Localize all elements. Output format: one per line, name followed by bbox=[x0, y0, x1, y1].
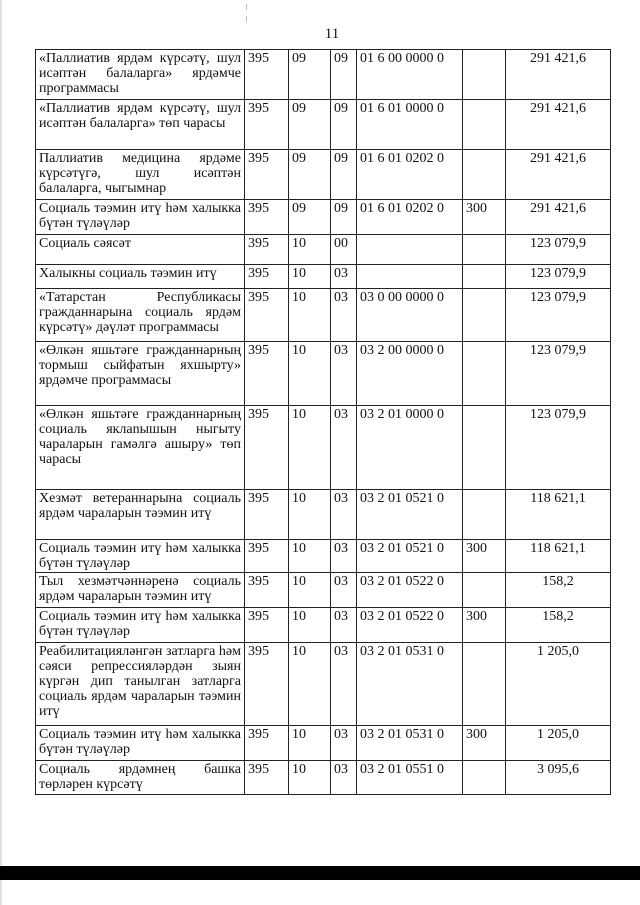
row-admin-code: 395 bbox=[245, 490, 289, 540]
row-expense-type bbox=[463, 150, 506, 200]
row-expense-type bbox=[463, 643, 506, 726]
row-subsection: 03 bbox=[331, 342, 357, 406]
scan-bottom-band bbox=[0, 866, 640, 880]
row-admin-code: 395 bbox=[245, 643, 289, 726]
row-name: Социаль тәэмин итү һәм халыкка бүтән түләүләр bbox=[36, 726, 245, 761]
row-name: «Паллиатив ярдәм күрсәтү, шул исәптән балаларга» төп чарасы bbox=[36, 100, 245, 150]
row-expense-type: 300 bbox=[463, 540, 506, 573]
row-subsection: 03 bbox=[331, 608, 357, 643]
row-amount: 291 421,6 bbox=[506, 50, 611, 100]
row-subsection: 09 bbox=[331, 200, 357, 235]
row-admin-code: 395 bbox=[245, 761, 289, 795]
table-row bbox=[36, 265, 611, 289]
row-target-article: 03 2 01 0522 0 bbox=[357, 608, 463, 643]
row-expense-type bbox=[463, 342, 506, 406]
row-section: 09 bbox=[289, 200, 331, 235]
row-target-article: 01 6 01 0202 0 bbox=[357, 200, 463, 235]
row-expense-type bbox=[463, 235, 506, 265]
row-subsection: 09 bbox=[331, 50, 357, 100]
row-section: 10 bbox=[289, 608, 331, 643]
row-amount: 123 079,9 bbox=[506, 289, 611, 342]
row-subsection: 09 bbox=[331, 150, 357, 200]
row-expense-type bbox=[463, 265, 506, 289]
row-target-article bbox=[357, 265, 463, 289]
row-subsection: 03 bbox=[331, 573, 357, 608]
row-admin-code: 395 bbox=[245, 608, 289, 643]
row-expense-type bbox=[463, 50, 506, 100]
table-row bbox=[36, 100, 611, 150]
row-amount: 123 079,9 bbox=[506, 235, 611, 265]
row-admin-code: 395 bbox=[245, 573, 289, 608]
row-admin-code: 395 bbox=[245, 406, 289, 490]
row-section: 10 bbox=[289, 726, 331, 761]
row-target-article: 03 2 01 0521 0 bbox=[357, 490, 463, 540]
row-name: «Паллиатив ярдәм күрсәтү, шул исәптән балаларга» ярдәмче программасы bbox=[36, 50, 245, 100]
row-admin-code: 395 bbox=[245, 150, 289, 200]
budget-table bbox=[35, 49, 611, 795]
row-name: «Өлкән яшьтәге гражданнарның социаль яклanышын ныгыту чараларын гамәлгә ашыру» төп чарасы bbox=[36, 406, 245, 490]
row-name: Хезмәт ветераннарына социаль ярдәм чараларын тәэмин итү bbox=[36, 490, 245, 540]
row-section: 10 bbox=[289, 761, 331, 795]
row-subsection: 09 bbox=[331, 100, 357, 150]
scan-left-edge bbox=[0, 0, 2, 905]
row-subsection: 03 bbox=[331, 406, 357, 490]
row-target-article: 03 2 01 0521 0 bbox=[357, 540, 463, 573]
row-admin-code: 395 bbox=[245, 540, 289, 573]
row-expense-type bbox=[463, 406, 506, 490]
row-section: 10 bbox=[289, 265, 331, 289]
row-admin-code: 395 bbox=[245, 200, 289, 235]
row-name: Социаль ярдәмнең башка төрләрен күрсәтү bbox=[36, 761, 245, 795]
row-section: 10 bbox=[289, 573, 331, 608]
row-expense-type bbox=[463, 100, 506, 150]
row-subsection: 00 bbox=[331, 235, 357, 265]
row-amount: 123 079,9 bbox=[506, 406, 611, 490]
table-row bbox=[36, 235, 611, 265]
row-amount: 118 621,1 bbox=[506, 490, 611, 540]
row-subsection: 03 bbox=[331, 490, 357, 540]
row-section: 10 bbox=[289, 235, 331, 265]
row-expense-type bbox=[463, 289, 506, 342]
table-row bbox=[36, 200, 611, 235]
table-row bbox=[36, 726, 611, 761]
row-expense-type: 300 bbox=[463, 608, 506, 643]
row-admin-code: 395 bbox=[245, 342, 289, 406]
row-target-article: 01 6 00 0000 0 bbox=[357, 50, 463, 100]
row-amount: 158,2 bbox=[506, 608, 611, 643]
row-target-article bbox=[357, 235, 463, 265]
row-section: 09 bbox=[289, 150, 331, 200]
row-expense-type bbox=[463, 490, 506, 540]
row-section: 09 bbox=[289, 50, 331, 100]
row-name: Паллиатив медицина ярдәме күрсәтүгә, шул исәптән балаларга, чыгымнар bbox=[36, 150, 245, 200]
row-name: Халыкны социаль тәэмин итү bbox=[36, 265, 245, 289]
row-section: 10 bbox=[289, 289, 331, 342]
row-target-article: 01 6 01 0000 0 bbox=[357, 100, 463, 150]
row-expense-type: 300 bbox=[463, 200, 506, 235]
row-amount: 1 205,0 bbox=[506, 726, 611, 761]
table-row bbox=[36, 50, 611, 100]
row-section: 09 bbox=[289, 100, 331, 150]
page-number: 11 bbox=[324, 26, 340, 42]
row-section: 10 bbox=[289, 490, 331, 540]
row-name: Тыл хезмәтчәннәренә социаль ярдәм чараларын тәэмин итү bbox=[36, 573, 245, 608]
row-amount: 3 095,6 bbox=[506, 761, 611, 795]
table-row bbox=[36, 342, 611, 406]
row-subsection: 03 bbox=[331, 289, 357, 342]
row-target-article: 03 2 01 0531 0 bbox=[357, 643, 463, 726]
row-admin-code: 395 bbox=[245, 50, 289, 100]
row-admin-code: 395 bbox=[245, 265, 289, 289]
table-row bbox=[36, 289, 611, 342]
table-row bbox=[36, 608, 611, 643]
table-row bbox=[36, 761, 611, 795]
table-row bbox=[36, 150, 611, 200]
row-amount: 123 079,9 bbox=[506, 342, 611, 406]
row-target-article: 03 2 00 0000 0 bbox=[357, 342, 463, 406]
row-admin-code: 395 bbox=[245, 726, 289, 761]
row-section: 10 bbox=[289, 540, 331, 573]
row-amount: 118 621,1 bbox=[506, 540, 611, 573]
row-admin-code: 395 bbox=[245, 100, 289, 150]
row-section: 10 bbox=[289, 643, 331, 726]
row-name: Социаль тәэмин итү һәм халыкка бүтән түләүләр bbox=[36, 540, 245, 573]
row-amount: 158,2 bbox=[506, 573, 611, 608]
row-target-article: 03 2 01 0522 0 bbox=[357, 573, 463, 608]
row-subsection: 03 bbox=[331, 540, 357, 573]
scan-mark bbox=[246, 4, 247, 10]
row-subsection: 03 bbox=[331, 726, 357, 761]
table-row bbox=[36, 406, 611, 490]
row-section: 10 bbox=[289, 342, 331, 406]
row-name: Социаль тәэмин итү һәм халыкка бүтән түләүләр bbox=[36, 200, 245, 235]
table-row bbox=[36, 643, 611, 726]
row-name: Социаль тәэмин итү һәм халыкка бүтән түләүләр bbox=[36, 608, 245, 643]
row-target-article: 01 6 01 0202 0 bbox=[357, 150, 463, 200]
row-subsection: 03 bbox=[331, 643, 357, 726]
table-row bbox=[36, 490, 611, 540]
row-target-article: 03 2 01 0000 0 bbox=[357, 406, 463, 490]
row-name: Реабилитацияләнгән затларга һәм сәяси репрессияләрдән зыян күргән дип танылган затларга социаль ярдәм чараларын тәэмин итү bbox=[36, 643, 245, 726]
table-row bbox=[36, 540, 611, 573]
scan-mark bbox=[246, 16, 247, 22]
row-expense-type bbox=[463, 573, 506, 608]
row-amount: 1 205,0 bbox=[506, 643, 611, 726]
row-subsection: 03 bbox=[331, 265, 357, 289]
row-section: 10 bbox=[289, 406, 331, 490]
row-amount: 291 421,6 bbox=[506, 200, 611, 235]
row-amount: 291 421,6 bbox=[506, 150, 611, 200]
row-name: «Татарстан Республикасы гражданнарына социаль ярдәм күрсәтү» дәүләт программасы bbox=[36, 289, 245, 342]
row-amount: 291 421,6 bbox=[506, 100, 611, 150]
row-expense-type bbox=[463, 761, 506, 795]
row-target-article: 03 0 00 0000 0 bbox=[357, 289, 463, 342]
row-target-article: 03 2 01 0551 0 bbox=[357, 761, 463, 795]
row-subsection: 03 bbox=[331, 761, 357, 795]
row-name: Социаль сәясәт bbox=[36, 235, 245, 265]
row-admin-code: 395 bbox=[245, 235, 289, 265]
table-row bbox=[36, 573, 611, 608]
row-amount: 123 079,9 bbox=[506, 265, 611, 289]
row-name: «Өлкән яшьтәге гражданнарның тормыш сыйфатын яхшырту» ярдәмче программасы bbox=[36, 342, 245, 406]
row-admin-code: 395 bbox=[245, 289, 289, 342]
row-target-article: 03 2 01 0531 0 bbox=[357, 726, 463, 761]
row-expense-type: 300 bbox=[463, 726, 506, 761]
